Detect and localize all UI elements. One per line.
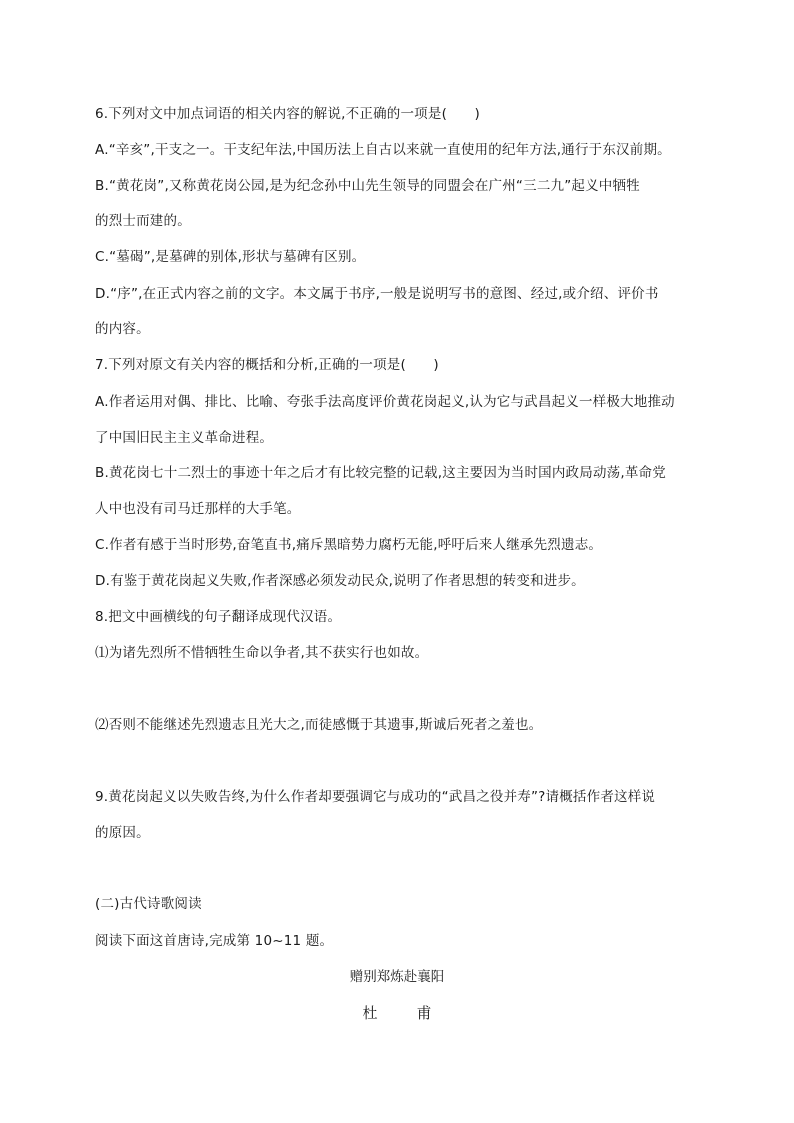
question-6-option-b-line1: B.“黄花岗”,又称黄花岗公园,是为纪念孙中山先生领导的同盟会在广州“三二九”起义中牺牲: [95, 178, 640, 194]
question-9-line2: 的原因。: [95, 825, 150, 841]
poem-title: 赠别郑炼赴襄阳: [349, 969, 445, 985]
question-7-option-d: D.有鉴于黄花岗起义失败,作者深感必须发动民众,说明了作者思想的转变和进步。: [95, 573, 585, 589]
question-8-sentence-2: ⑵否则不能继述先烈遗志且光大之,而徒感慨于其遗事,斯诚后死者之羞也。: [95, 717, 543, 733]
section-instruction: 阅读下面这首唐诗,完成第 10~11 题。: [95, 933, 334, 949]
question-7-option-b-line2: 人中也没有司马迁那样的大手笔。: [95, 501, 301, 517]
question-6-stem: 6.下列对文中加点词语的相关内容的解说,不正确的一项是( ): [95, 106, 480, 122]
question-6-option-d-line2: 的内容。: [95, 321, 150, 337]
question-8-sentence-1: ⑴为诸先烈所不惜牺牲生命以争者,其不获实行也如故。: [95, 645, 429, 661]
question-7-stem: 7.下列对原文有关内容的概括和分析,正确的一项是( ): [95, 357, 439, 373]
question-6-option-d-line1: D.“序”,在正式内容之前的文字。本文属于书序,一般是说明写书的意图、经过,或介绍、评价书: [95, 286, 659, 302]
question-6-option-c: C.“墓碣”,是墓碑的别体,形状与墓碑有区别。: [95, 249, 366, 265]
question-6-option-a: A.“辛亥”,干支之一。干支纪年法,中国历法上自古以来就一直使用的纪年方法,通行于东汉前期。: [95, 142, 671, 158]
question-9-line1: 9.黄花岗起义以失败告终,为什么作者却要强调它与成功的“武昌之役并寿”?请概括作者这样说: [95, 789, 656, 805]
section-heading: (二)古代诗歌阅读: [95, 896, 202, 912]
question-7-option-c: C.作者有感于当时形势,奋笔直书,痛斥黑暗势力腐朽无能,呼吁后来人继承先烈遗志。: [95, 537, 603, 553]
question-6-option-b-line2: 的烈士而建的。: [95, 213, 191, 229]
question-8-stem: 8.把文中画横线的句子翻译成现代汉语。: [95, 609, 342, 625]
question-7-option-a-line1: A.作者运用对偶、排比、比喻、夸张手法高度评价黄花岗起义,认为它与武昌起义一样极大地推动: [95, 394, 675, 410]
poem-author: 杜 甫: [362, 1004, 444, 1022]
question-7-option-b-line1: B.黄花岗七十二烈士的事迹十年之后才有比较完整的记载,这主要因为当时国内政局动荡,革命党: [95, 465, 666, 481]
question-7-option-a-line2: 了中国旧民主主义革命进程。: [95, 430, 274, 446]
